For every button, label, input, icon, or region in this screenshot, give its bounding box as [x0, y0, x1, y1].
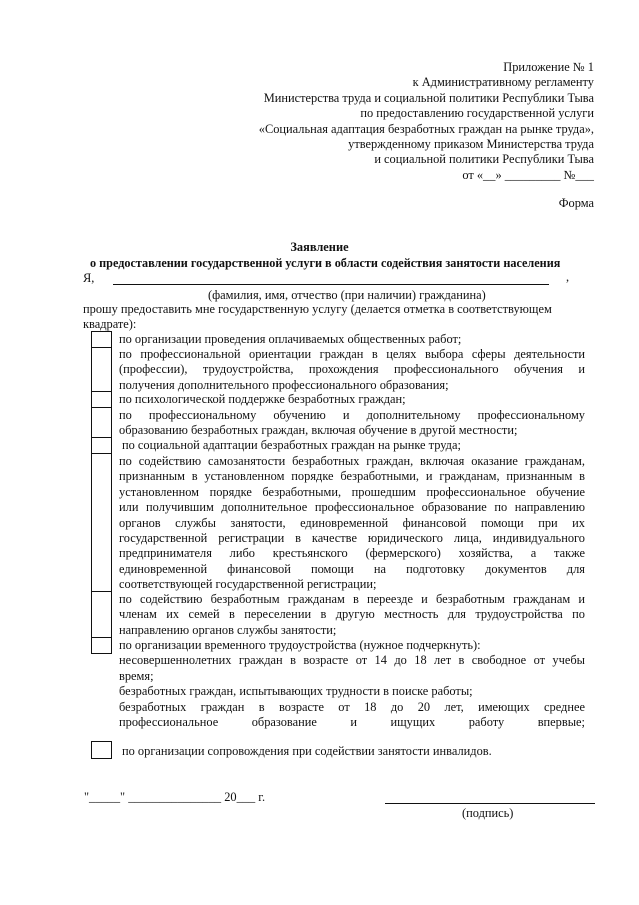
appendix-line: «Социальная адаптация безработных граждан на рынке труда», [258, 121, 594, 136]
appendix-line: Министерства труда и социальной политики Республики Тыва [263, 90, 594, 105]
option-text: время; [119, 668, 154, 683]
name-comma: , [566, 270, 570, 284]
document-subtitle: о предоставлении государственной услуги в области содействия занятости населения [90, 256, 561, 270]
checkbox-self-employment[interactable] [91, 453, 112, 592]
option-text: по организации временного трудоустройства (нужное подчеркнуть): [119, 638, 481, 652]
option-psych-support [119, 392, 585, 407]
appendix-line: по предоставлению государственной услуги [360, 106, 594, 121]
option-text: соответствующей государственной регистрации; [119, 577, 377, 592]
option-text: профессиональное образование и ищущих работу впервые; [119, 715, 585, 730]
option-text: или получившим дополнительное профессиональное образование по направлению [119, 500, 585, 515]
option-text: по содействию безработным гражданам в переезде и безработным гражданам и [119, 592, 585, 606]
option-text: членам их семей в переселении в другую местность для трудоустройства по [119, 607, 585, 622]
checkbox-disabled-support[interactable] [91, 741, 112, 759]
form-label: Форма [558, 196, 594, 210]
signature-line[interactable] [385, 803, 595, 804]
request-text-cont: квадрате): [83, 317, 137, 331]
name-hint: (фамилия, имя, отчество (при наличии) гражданина) [208, 288, 486, 302]
option-text: по профессиональному обучению и дополнительному профессиональному [119, 408, 585, 422]
checkbox-public-works[interactable] [91, 331, 112, 348]
option-temp-employment [119, 638, 585, 730]
option-public-works [119, 332, 585, 347]
appendix-header [259, 60, 594, 183]
appendix-line: утвержденному приказом Министерства труда [348, 137, 594, 152]
option-text: установленном порядке безработными, прошедшим профессиональное обучение [119, 484, 585, 499]
option-self-employment [119, 454, 585, 593]
option-relocation [119, 592, 585, 638]
option-career-guidance [119, 347, 585, 393]
option-text: образованию безработных граждан, включая обучение в другой местности; [119, 423, 518, 438]
checkbox-temp-employment[interactable] [91, 637, 112, 654]
checkbox-social-adaptation[interactable] [91, 437, 112, 454]
option-text: предпринимателя либо крестьянского (фермерского) хозяйства, а также [119, 546, 585, 561]
name-input-line[interactable] [113, 284, 549, 285]
checkbox-psych-support[interactable] [91, 391, 112, 408]
option-text: безработных граждан в возрасте от 18 до 20 лет, имеющих среднее [119, 699, 585, 714]
option-text: по психологической поддержке безработных граждан; [119, 392, 406, 406]
option-text: органов службы занятости, единовременной финансовой помощи при их [119, 515, 585, 530]
option-text: (профессии), трудоустройства, прохождения профессионального обучения и [119, 362, 585, 377]
option-text: по профессиональной ориентации граждан в целях выбора сферы деятельности [119, 347, 585, 361]
pronoun-label: Я, [83, 271, 95, 285]
checkbox-vocational-training[interactable] [91, 407, 112, 438]
date-field[interactable]: "_____" _______________ 20___ г. [84, 790, 266, 804]
document-title: Заявление [290, 240, 349, 254]
signature-hint: (подпись) [462, 806, 514, 820]
option-disabled-support: по организации сопровождения при содействии занятости инвалидов. [122, 744, 492, 758]
option-text: единовременной финансовой помощи на подготовку документов для [119, 561, 585, 576]
option-social-adaptation [122, 438, 588, 453]
option-text: несовершеннолетних граждан в возрасте от 14 до 18 лет в свободное от учебы [119, 653, 585, 668]
appendix-line: от «__» _________ №___ [462, 167, 594, 182]
option-text: по организации проведения оплачиваемых общественных работ; [119, 332, 462, 346]
checkbox-career-guidance[interactable] [91, 347, 112, 392]
checkbox-relocation[interactable] [91, 591, 112, 638]
option-text: по содействию самозанятости безработных граждан, включая оказание гражданам, [119, 454, 585, 468]
option-text: по социальной адаптации безработных граждан на рынке труда; [122, 438, 461, 452]
option-vocational-training [119, 408, 585, 439]
option-text: получения дополнительного профессионального образования; [119, 377, 449, 392]
appendix-line: и социальной политики Республики Тыва [374, 152, 594, 167]
request-text: прошу предоставить мне государственную услугу (делается отметка в соответствующем [83, 302, 552, 316]
option-text: признанным в установленном порядке безработными, и гражданам, признанным в [119, 469, 585, 484]
option-text: безработных граждан, испытывающих трудности в поиске работы; [119, 684, 473, 699]
appendix-line: к Административному регламенту [412, 75, 594, 90]
option-text: направлению органов службы занятости; [119, 622, 337, 637]
appendix-line: Приложение № 1 [503, 60, 594, 74]
option-text: государственной регистрации в качестве юридического лица, индивидуального [119, 531, 585, 546]
